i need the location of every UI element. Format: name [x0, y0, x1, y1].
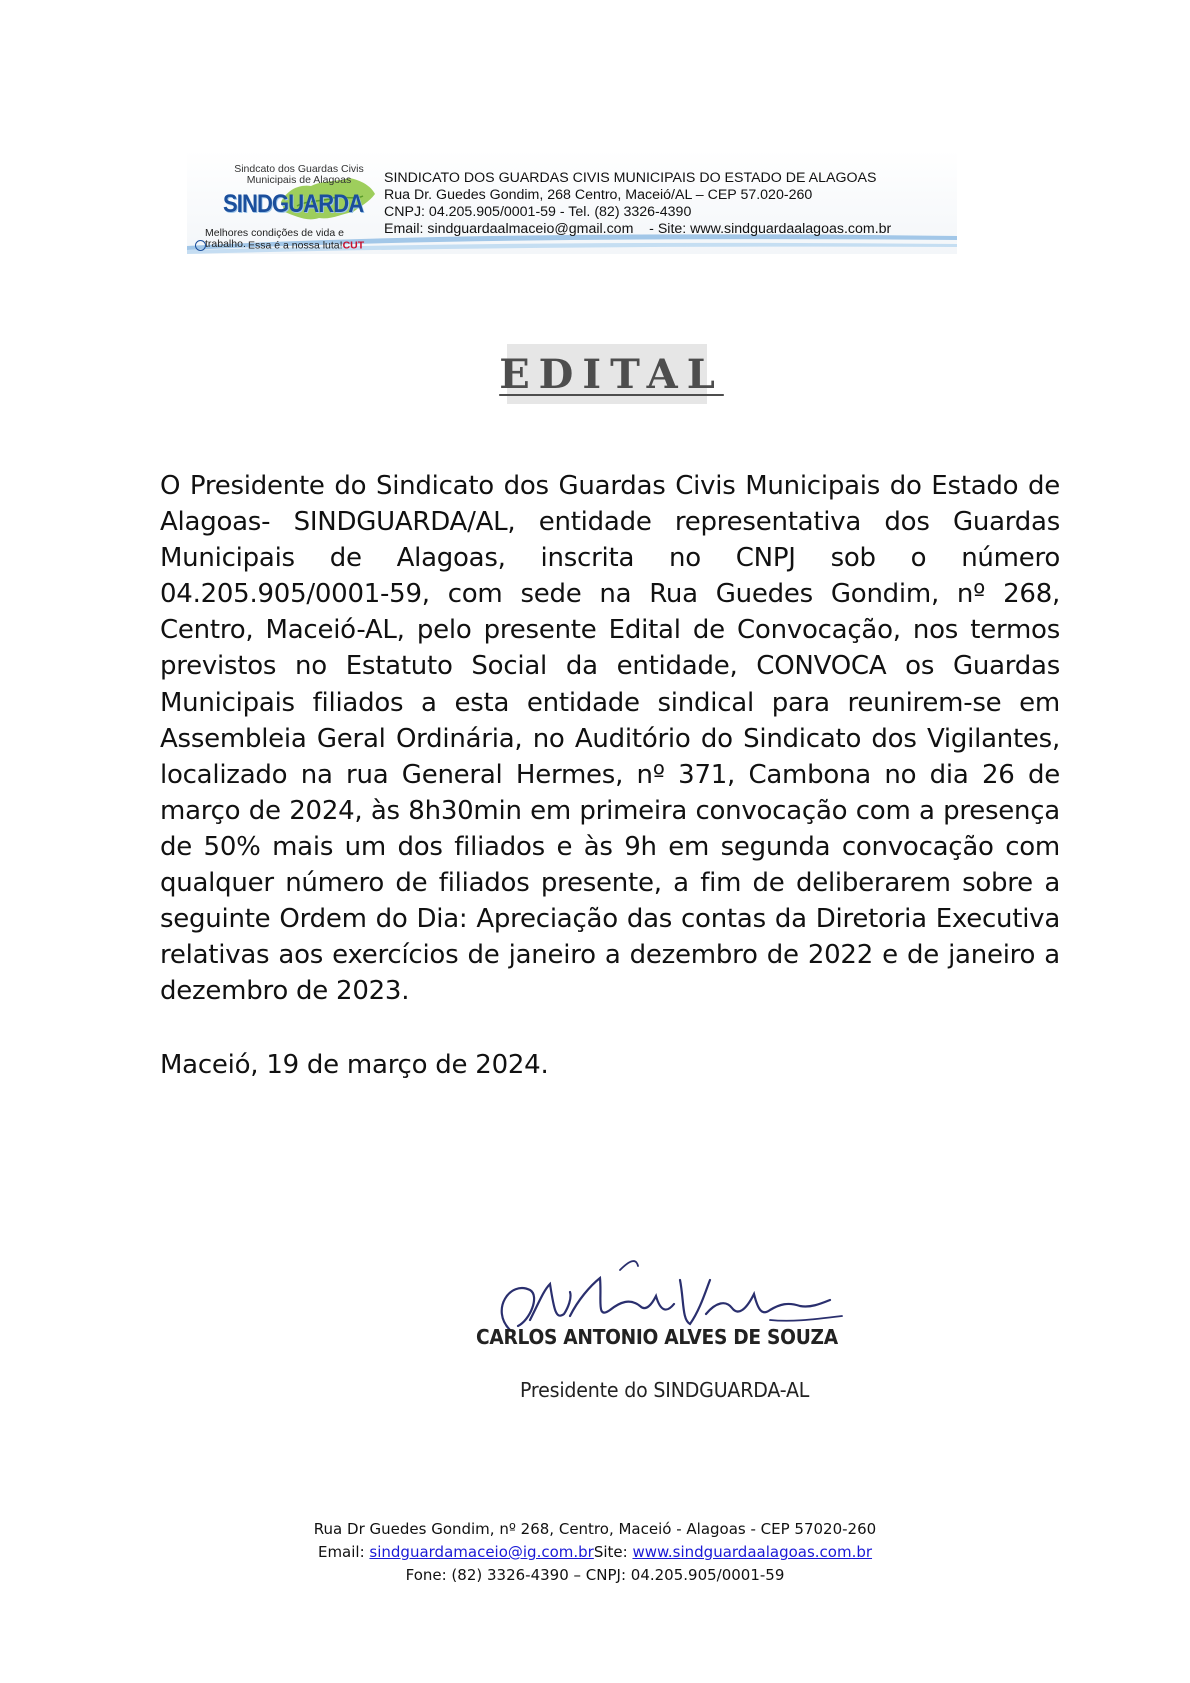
logo-subtitle-line1: Sindcato dos Guardas Civis	[234, 163, 364, 175]
document-title: EDITAL	[499, 350, 724, 398]
footer-site-link[interactable]: www.sindguardaalagoas.com.br	[632, 1543, 873, 1561]
letterhead	[187, 150, 957, 254]
footer-address: Rua Dr Guedes Gondim, nº 268, Centro, Maceió - Alagoas - CEP 57020-260	[313, 1520, 877, 1538]
date-line: Maceió, 19 de março de 2024.	[160, 1050, 549, 1080]
logo-tagline-2	[195, 240, 364, 251]
cut-logo: CUT	[342, 239, 365, 252]
letterhead-contact	[384, 170, 891, 238]
footer-email-link[interactable]: sindguardamaceio@ig.com.br	[369, 1543, 594, 1561]
logo-tagline-2-text: Essa é a nossa luta!	[248, 239, 343, 252]
footer-contact-line	[200, 1541, 990, 1564]
handwritten-signature	[470, 1250, 870, 1370]
document-title-box	[499, 344, 724, 404]
footer-phone-cnpj: Fone: (82) 3326-4390 – CNPJ: 04.205.905/0001-59	[405, 1566, 785, 1584]
signer-role: Presidente do SINDGUARDA-AL	[520, 1378, 810, 1402]
footer	[200, 1518, 990, 1587]
signer-name: CARLOS ANTONIO ALVES DE SOUZA	[476, 1325, 838, 1349]
letterhead-address: Rua Dr. Guedes Gondim, 268 Centro, Maceió/AL – CEP 57.020-260	[384, 187, 813, 203]
edital-body: O Presidente do Sindicato dos Guardas Civis Municipais do Estado de Alagoas- SINDGUARDA/AL, entidade representativa dos Guardas Municipais de Alagoas, inscrita no CNPJ sob o número 04.205.905/0001-59, com sede na Rua Guedes Gondim, nº 268, Centro, Maceió-AL, pelo presente Edital de Convocação, nos termos previstos no Estatuto Social da entidade, CONVOCA os Guardas Municipais filiados a esta entidade sindical para reunirem-se em Assembleia Geral Ordinária, no Auditório do Sindicato dos Vigilantes, localizado na rua General Hermes, nº 371, Cambona no dia 26 de março de 2024, às 8h30min em primeira convocação com a presença de 50% mais um dos filiados e às 9h em segunda convocação com qualquer número de filiados presente, a fim de deliberarem sobre a seguinte Ordem do Dia: Apreciação das contas da Diretoria Executiva relativas aos exercícios de janeiro a dezembro de 2022 e de janeiro a dezembro de 2023.	[160, 471, 1060, 1007]
fenaguardas-icon	[195, 240, 206, 251]
letterhead-email-site: Email: sindguardaalmaceio@gmail.com - Site: www.sindguardaalagoas.com.br	[384, 221, 892, 237]
logo-wordmark: SINDGUARDA	[223, 190, 364, 218]
sindguarda-logo	[187, 164, 377, 250]
footer-email-label: Email:	[317, 1543, 370, 1561]
footer-site-label: Site:	[593, 1543, 633, 1561]
logo-subtitle	[229, 164, 369, 186]
logo-tagline-1: Melhores condições de vida e trabalho.	[205, 227, 344, 250]
logo-subtitle-line2: Municipais de Alagoas	[246, 174, 352, 186]
letterhead-org-name: SINDICATO DOS GUARDAS CIVIS MUNICIPAIS DO ESTADO DE ALAGOAS	[384, 170, 877, 186]
letterhead-cnpj-phone: CNPJ: 04.205.905/0001-59 - Tel. (82) 3326-4390	[384, 204, 692, 220]
